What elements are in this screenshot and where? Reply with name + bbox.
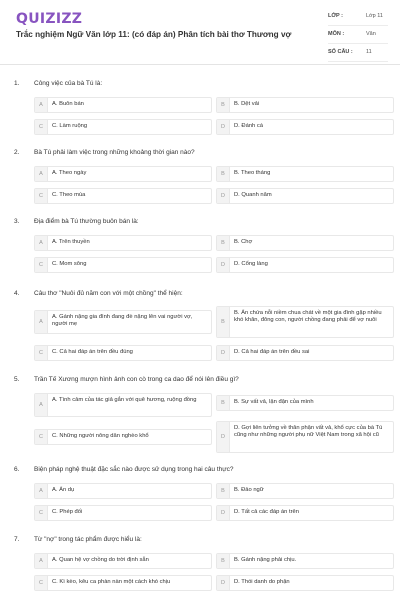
option-text: B. Đảo ngữ	[234, 487, 264, 493]
option-letter: B	[217, 236, 230, 250]
option-letter: D	[217, 506, 230, 520]
option-c[interactable]	[34, 575, 212, 591]
meta-label: LỚP :	[328, 13, 343, 19]
option-text: A. Quan hệ vợ chồng do trời định sẵn	[52, 557, 149, 563]
quiz-meta	[328, 10, 388, 64]
question-text: Câu thơ "Nuôi đủ năm con với một chồng" thể hiện:	[34, 290, 183, 297]
worksheet-header	[0, 0, 400, 65]
option-text: B. Dệt vải	[234, 101, 260, 107]
question-text: Bà Tú phải làm việc trong những khoảng thời gian nào?	[34, 149, 195, 156]
option-letter: C	[35, 576, 48, 590]
option-letter: D	[217, 576, 230, 590]
option-d[interactable]	[216, 188, 394, 204]
option-d[interactable]	[216, 505, 394, 521]
question-number: 7.	[14, 536, 20, 543]
option-text: A. Buôn bán	[52, 101, 84, 107]
option-text: A. Tình cảm của tác giả gắn với quê hương, ruộng đồng	[52, 397, 197, 403]
option-d[interactable]	[216, 257, 394, 273]
option-b[interactable]	[216, 166, 394, 182]
question-number: 3.	[14, 218, 20, 225]
option-c[interactable]	[34, 345, 212, 361]
option-b[interactable]	[216, 235, 394, 251]
option-text: D. Quanh năm	[234, 192, 272, 198]
option-c[interactable]	[34, 188, 212, 204]
option-text: A. Trên thuyền	[52, 239, 90, 245]
option-text: B. Sự vất vả, lận đận của mình	[234, 399, 314, 405]
option-text: C. Kì kèo, kêu ca phàn nàn một cách khó chịu	[52, 579, 171, 585]
meta-label: MÔN :	[328, 31, 345, 37]
option-c[interactable]	[34, 505, 212, 521]
option-c[interactable]	[34, 119, 212, 135]
option-b[interactable]	[216, 483, 394, 499]
option-letter: B	[217, 307, 230, 337]
option-text: D. Đánh cá	[234, 123, 263, 129]
option-letter: C	[35, 506, 48, 520]
question-number: 4.	[14, 290, 20, 297]
option-letter: A	[35, 236, 48, 250]
option-letter: A	[35, 554, 48, 568]
option-letter: B	[217, 484, 230, 498]
option-text: C. Những người nông dân nghèo khổ	[52, 433, 149, 439]
option-text: D. Gợi liên tưởng về thân phận vất vả, khổ cực của bà Tú cũng như những người phụ nữ Việt Nam trong xã hội cũ	[234, 425, 383, 439]
option-text: A. Ẩn dụ	[52, 487, 75, 493]
option-letter: D	[217, 189, 230, 203]
option-text: B. Theo tháng	[234, 170, 271, 176]
question-number: 5.	[14, 376, 20, 383]
option-letter: D	[217, 346, 230, 360]
meta-row-count	[328, 46, 388, 62]
quiz-title: Trắc nghiệm Ngữ Văn lớp 11: (có đáp án) Phân tích bài thơ Thương vợ	[16, 30, 292, 39]
question-text: Công việc của bà Tú là:	[34, 80, 103, 87]
option-letter: C	[35, 120, 48, 134]
question-text: Từ "nợ" trong tác phẩm được hiểu là:	[34, 536, 142, 543]
question-text: Biện pháp nghệ thuật đặc sắc nào được sử dụng trong hai câu thực?	[34, 466, 234, 473]
option-text: B. Gánh nặng phải chịu.	[234, 557, 297, 563]
option-letter: A	[35, 394, 48, 416]
option-text: A. Theo ngày	[52, 170, 87, 176]
option-text: C. Mom sông	[52, 261, 87, 267]
option-d[interactable]	[216, 421, 394, 453]
option-letter: D	[217, 120, 230, 134]
option-text: D. Tất cả các đáp án trên	[234, 509, 299, 515]
option-letter: B	[217, 98, 230, 112]
option-text: D. Cổng làng	[234, 261, 268, 267]
option-a[interactable]	[34, 310, 212, 334]
option-b[interactable]	[216, 97, 394, 113]
meta-value: 11	[366, 49, 372, 55]
option-letter: C	[35, 346, 48, 360]
quizizz-logo[interactable]: QUIZIZZ	[16, 11, 83, 27]
option-letter: C	[35, 430, 48, 444]
option-text: C. Cả hai đáp án trên đều đúng	[52, 349, 133, 355]
question-text: Trần Tế Xương mượn hình ảnh con cò trong ca dao để nói lên điều gì?	[34, 376, 239, 383]
option-text: C. Làm ruộng	[52, 123, 88, 129]
option-b[interactable]	[216, 395, 394, 411]
question-text: Địa điểm bà Tú thường buôn bán là:	[34, 218, 139, 225]
option-text: D. Cả hai đáp án trên đều sai	[234, 349, 310, 355]
option-letter: B	[217, 554, 230, 568]
option-a[interactable]	[34, 97, 212, 113]
option-a[interactable]	[34, 393, 212, 417]
option-letter: B	[217, 396, 230, 410]
option-letter: C	[35, 189, 48, 203]
option-text: C. Theo mùa	[52, 192, 86, 198]
option-b[interactable]	[216, 306, 394, 338]
meta-row-class	[328, 10, 388, 26]
option-letter: A	[35, 98, 48, 112]
option-a[interactable]	[34, 235, 212, 251]
option-d[interactable]	[216, 119, 394, 135]
question-number: 1.	[14, 80, 20, 87]
meta-value: Văn	[366, 31, 376, 37]
meta-row-subject	[328, 28, 388, 44]
option-letter: D	[217, 422, 230, 452]
option-text: A. Gánh nặng gia đình đang đè nặng lên vai người vợ, người mẹ	[52, 314, 193, 328]
option-letter: D	[217, 258, 230, 272]
option-letter: A	[35, 167, 48, 181]
option-text: B. Chợ	[234, 239, 253, 245]
meta-label: SỐ CÂU :	[328, 49, 353, 55]
option-letter: A	[35, 311, 48, 333]
option-text: D. Thói danh do phận	[234, 579, 290, 585]
option-c[interactable]	[34, 257, 212, 273]
option-text: B. Ẩn chứa nỗi niềm chua chát về một gia đình gặp nhiều khó khăn, đông con, người chồng đang phải để vợ nuôi	[234, 310, 382, 324]
question-number: 2.	[14, 149, 20, 156]
option-a[interactable]	[34, 483, 212, 499]
option-d[interactable]	[216, 575, 394, 591]
option-d[interactable]	[216, 345, 394, 361]
option-c[interactable]	[34, 429, 212, 445]
question-number: 6.	[14, 466, 20, 473]
meta-value: Lớp 11	[366, 13, 383, 19]
option-a[interactable]	[34, 553, 212, 569]
option-a[interactable]	[34, 166, 212, 182]
option-b[interactable]	[216, 553, 394, 569]
option-letter: C	[35, 258, 48, 272]
option-letter: A	[35, 484, 48, 498]
option-letter: B	[217, 167, 230, 181]
option-text: C. Phép đối	[52, 509, 83, 515]
